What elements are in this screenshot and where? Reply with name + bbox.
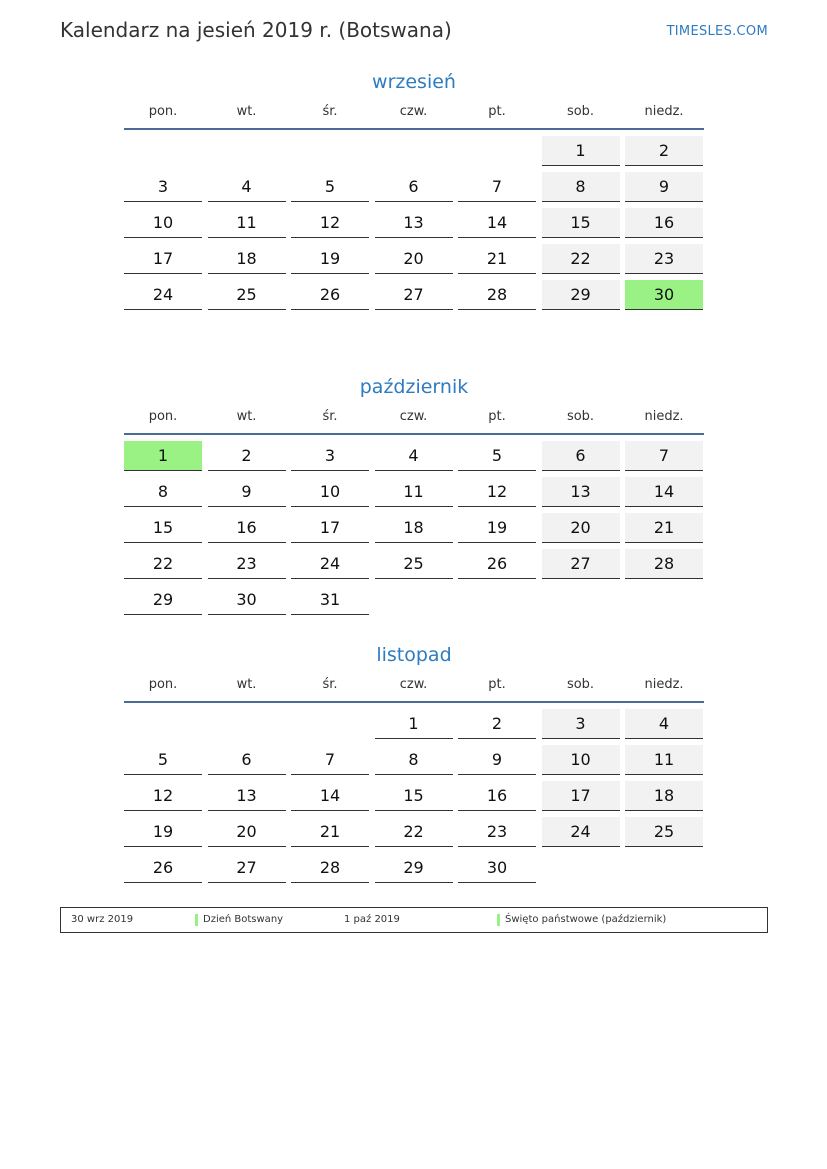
- day-cell: 1: [124, 441, 202, 471]
- holiday-marker-icon: [497, 914, 500, 926]
- day-cell: 10: [124, 208, 202, 238]
- weekday-label: pon.: [148, 104, 178, 119]
- day-cell: 15: [542, 208, 620, 238]
- weekday-label: pon.: [148, 677, 178, 692]
- weekday-label: sob.: [566, 409, 595, 424]
- day-cell: 24: [124, 280, 202, 310]
- day-cell: 28: [458, 280, 536, 310]
- day-cell: 17: [124, 244, 202, 274]
- day-cell: 25: [625, 817, 703, 847]
- day-cell: 12: [458, 477, 536, 507]
- day-cell: 7: [625, 441, 703, 471]
- day-cell: 7: [291, 745, 369, 775]
- day-cell: 20: [375, 244, 453, 274]
- day-cell: 18: [208, 244, 286, 274]
- holiday-marker-icon: [195, 914, 198, 926]
- weekday-label: wt.: [236, 104, 257, 119]
- day-cell: 14: [458, 208, 536, 238]
- day-cell: 9: [458, 745, 536, 775]
- month-september: [124, 70, 704, 304]
- weekday-label: śr.: [322, 677, 338, 692]
- month-title: październik: [359, 376, 469, 398]
- day-cell: 20: [542, 513, 620, 543]
- day-cell: 15: [375, 781, 453, 811]
- day-cell: 10: [542, 745, 620, 775]
- month-title: wrzesień: [372, 71, 456, 93]
- day-cell: 24: [291, 549, 369, 579]
- legend-date: 30 wrz 2019: [71, 914, 134, 925]
- day-cell: 13: [208, 781, 286, 811]
- weekday-label: niedz.: [644, 677, 684, 692]
- day-cell: 4: [625, 709, 703, 739]
- day-cell: 28: [291, 853, 369, 883]
- day-cell: 5: [291, 172, 369, 202]
- weekday-label: sob.: [566, 104, 595, 119]
- day-cell: 25: [375, 549, 453, 579]
- weekday-label: czw.: [399, 677, 428, 692]
- day-cell: 30: [625, 280, 703, 310]
- day-cell: 14: [291, 781, 369, 811]
- day-cell: 26: [291, 280, 369, 310]
- day-cell: 17: [291, 513, 369, 543]
- day-cell: 17: [542, 781, 620, 811]
- day-cell: 5: [458, 441, 536, 471]
- weekday-label: niedz.: [644, 104, 684, 119]
- day-cell: 11: [208, 208, 286, 238]
- day-cell: 21: [458, 244, 536, 274]
- day-cell: 27: [542, 549, 620, 579]
- day-cell: 16: [458, 781, 536, 811]
- day-cell: 1: [375, 709, 453, 739]
- month-november: [124, 643, 704, 877]
- day-cell: 15: [124, 513, 202, 543]
- day-cell: 14: [625, 477, 703, 507]
- day-cell: 2: [458, 709, 536, 739]
- day-cell: 23: [625, 244, 703, 274]
- weekday-label: pt.: [488, 677, 506, 692]
- weekday-label: niedz.: [644, 409, 684, 424]
- day-cell: 4: [208, 172, 286, 202]
- day-cell: 26: [458, 549, 536, 579]
- day-cell: 2: [625, 136, 703, 166]
- day-cell: 19: [458, 513, 536, 543]
- weekday-label: sob.: [566, 677, 595, 692]
- day-cell: 8: [375, 745, 453, 775]
- weekday-label: pon.: [148, 409, 178, 424]
- header: [60, 18, 768, 48]
- day-cell: 21: [625, 513, 703, 543]
- day-cell: 3: [124, 172, 202, 202]
- day-cell: 8: [542, 172, 620, 202]
- day-cell: 18: [625, 781, 703, 811]
- day-cell: 6: [542, 441, 620, 471]
- day-cell: 3: [542, 709, 620, 739]
- day-cell: 22: [542, 244, 620, 274]
- day-cell: 1: [542, 136, 620, 166]
- weekday-header: [124, 677, 704, 703]
- weekday-label: wt.: [236, 677, 257, 692]
- day-cell: 9: [208, 477, 286, 507]
- day-cell: 6: [208, 745, 286, 775]
- day-cell: 26: [124, 853, 202, 883]
- day-cell: 5: [124, 745, 202, 775]
- day-cell: 13: [542, 477, 620, 507]
- weekday-header: [124, 104, 704, 130]
- day-cell: 27: [375, 280, 453, 310]
- day-cell: 19: [291, 244, 369, 274]
- day-cell: 24: [542, 817, 620, 847]
- day-cell: 8: [124, 477, 202, 507]
- day-cell: 3: [291, 441, 369, 471]
- day-cell: 20: [208, 817, 286, 847]
- day-cell: 31: [291, 585, 369, 615]
- brand-link[interactable]: TIMESLES.COM: [666, 24, 768, 39]
- legend-holiday-name: Dzień Botswany: [203, 914, 284, 925]
- weekday-label: czw.: [399, 104, 428, 119]
- day-cell: 12: [291, 208, 369, 238]
- day-cell: 29: [542, 280, 620, 310]
- day-cell: 28: [625, 549, 703, 579]
- day-cell: 16: [208, 513, 286, 543]
- day-cell: 9: [625, 172, 703, 202]
- month-october: [124, 375, 704, 609]
- day-cell: 29: [375, 853, 453, 883]
- day-cell: 11: [625, 745, 703, 775]
- holiday-legend: [60, 907, 768, 933]
- legend-date: 1 paź 2019: [344, 914, 400, 925]
- weekday-header: [124, 409, 704, 435]
- weekday-label: pt.: [488, 409, 506, 424]
- weekday-label: śr.: [322, 104, 338, 119]
- day-cell: 18: [375, 513, 453, 543]
- day-cell: 4: [375, 441, 453, 471]
- day-cell: 30: [208, 585, 286, 615]
- month-title: listopad: [376, 644, 452, 666]
- day-cell: 22: [375, 817, 453, 847]
- day-cell: 23: [458, 817, 536, 847]
- day-cell: 13: [375, 208, 453, 238]
- day-cell: 16: [625, 208, 703, 238]
- legend-holiday-name: Święto państwowe (październik): [505, 914, 667, 925]
- page-title: Kalendarz na jesień 2019 r. (Botswana): [60, 18, 452, 42]
- weekday-label: śr.: [322, 409, 338, 424]
- weekday-label: pt.: [488, 104, 506, 119]
- day-cell: 11: [375, 477, 453, 507]
- weekday-label: wt.: [236, 409, 257, 424]
- day-cell: 7: [458, 172, 536, 202]
- day-cell: 23: [208, 549, 286, 579]
- day-cell: 6: [375, 172, 453, 202]
- day-cell: 27: [208, 853, 286, 883]
- day-cell: 10: [291, 477, 369, 507]
- day-cell: 29: [124, 585, 202, 615]
- weekday-label: czw.: [399, 409, 428, 424]
- day-cell: 21: [291, 817, 369, 847]
- day-cell: 2: [208, 441, 286, 471]
- day-cell: 25: [208, 280, 286, 310]
- day-cell: 22: [124, 549, 202, 579]
- day-cell: 12: [124, 781, 202, 811]
- day-cell: 30: [458, 853, 536, 883]
- day-cell: 19: [124, 817, 202, 847]
